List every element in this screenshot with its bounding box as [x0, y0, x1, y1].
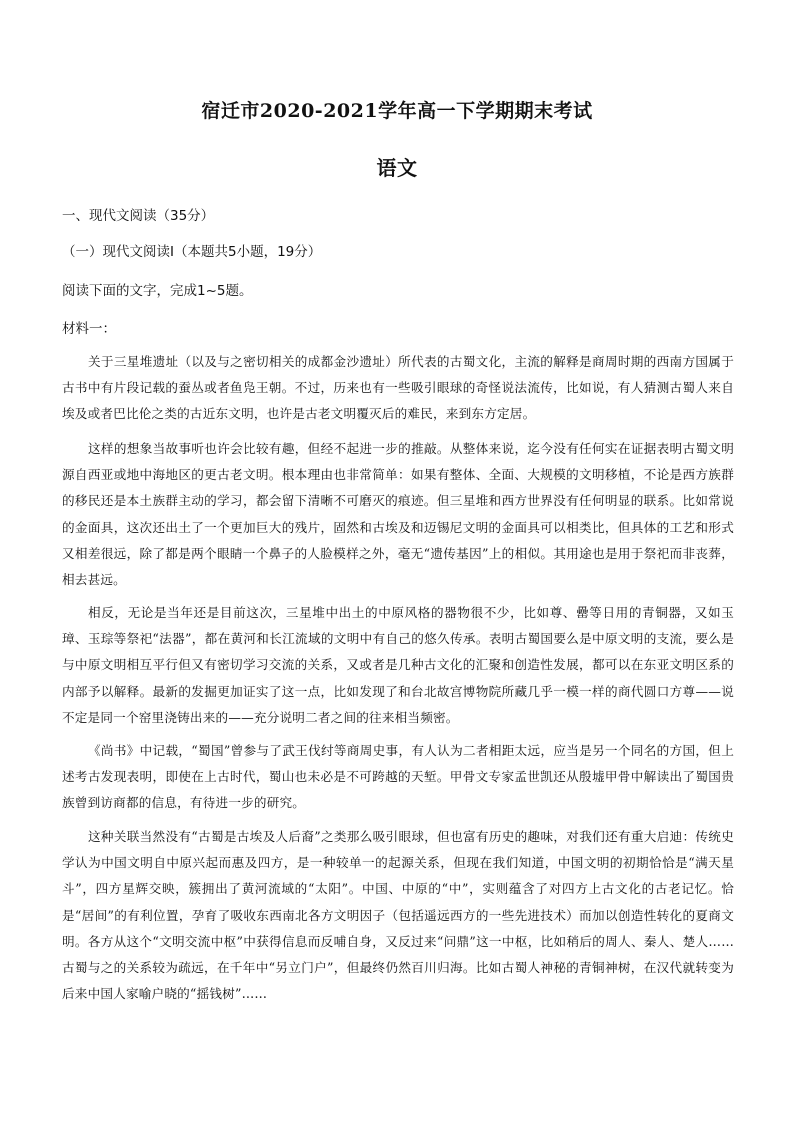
exam-title: 宿迁市2020-2021学年高一下学期期末考试: [201, 100, 593, 122]
material-label: 材料一：: [62, 321, 116, 337]
section-heading: 一、现代文阅读（35分）: [62, 208, 215, 224]
subject-title: 语文: [376, 156, 418, 180]
paragraph: 关于三星堆遗址（以及与之密切相关的成都金沙遗址）所代表的古蜀文化，主流的解释是商周时期的西南方国属于古书中有片段记载的蚕丛或者鱼凫王朝。不过，历来也有一些吸引眼球的奇怪说法流传，比如说，有人猜测古蜀人来自埃及或者巴比伦之类的古近东文明，也许是古老文明覆灭后的难民，来到东方定居。: [62, 354, 734, 422]
reading-instruction: 阅读下面的文字，完成1~5题。: [62, 283, 253, 299]
paragraph: 相反，无论是当年还是目前这次，三星堆中出土的中原风格的器物很不少，比如尊、罍等日用的青铜器，又如玉璋、玉琮等祭祀“法器”，都在黄河和长江流域的文明中有自己的悠久传承。表明古蜀国要么是中原文明的支流，要么是与中原文明相互平行但又有密切学习交流的关系，又或者是几种古文化的汇聚和创造性发展，都可以在东亚文明区系的内部予以解释。最新的发掘更加证实了这一点，比如发现了和台北故宫博物院所藏几乎一模一样的商代圆口方尊——说不定是同一个窑里浇铸出来的——充分说明二者之间的往来相当频密。: [62, 605, 734, 725]
paragraph: 《尚书》中记载，“蜀国”曾参与了武王伐纣等商周史事，有人认为二者相距太远，应当是另一个同名的方国，但上述考古发现表明，即使在上古时代，蜀山也未必是不可跨越的天堑。甲骨文专家孟世凯还从殷墟甲骨中解读出了蜀国贵族曾到访商都的信息，有待进一步的研究。: [62, 743, 734, 811]
subsection-heading: （一）现代文阅读Ⅰ（本题共5小题，19分）: [62, 244, 322, 260]
paragraph: 这种关联当然没有“古蜀是古埃及人后裔”之类那么吸引眼球，但也富有历史的趣味，对我们还有重大启迪：传统史学认为中国文明自中原兴起而惠及四方，是一种较单一的起源关系，但现在我们知道，中国文明的初期恰恰是“满天星斗”，四方星辉交映，簇拥出了黄河流域的“太阳”。中国、中原的“中”，实则蕴含了对四方上古文化的古老记忆。恰是“居间”的有利位置，孕育了吸收东西南北各方文明因子（包括遥远西方的一些先进技术）而加以创造性转化的夏商文明。各方从这个“文明交流中枢”中获得信息而反哺自身，又反过来“问鼎”这一中枢，比如稍后的周人、秦人、楚人……古蜀与之的关系较为疏远，在千年中“另立门户”，但最终仍然百川归海。比如古蜀人神秘的青铜神树，在汉代就转变为后来中国人家喻户晓的“摇钱树”……: [62, 829, 734, 1002]
paragraph: 这样的想象当故事听也许会比较有趣，但经不起进一步的推敲。从整体来说，迄今没有任何实在证据表明古蜀文明源自西亚或地中海地区的更古老文明。根本理由也非常简单：如果有整体、全面、大规模的文明移植，不论是西方族群的移民还是本土族群主动的学习，都会留下清晰不可磨灭的痕迹。但三星堆和西方世界没有任何明显的联系。比如常说的金面具，这次还出土了一个更加巨大的残片，固然和古埃及和迈锡尼文明的金面具可以相类比，但具体的工艺和形式又相差很远，除了都是两个眼睛一个鼻子的人脸模样之外，毫无“遗传基因”上的相似。其用途也是用于祭祀而非丧葬，相去甚远。: [62, 441, 734, 588]
